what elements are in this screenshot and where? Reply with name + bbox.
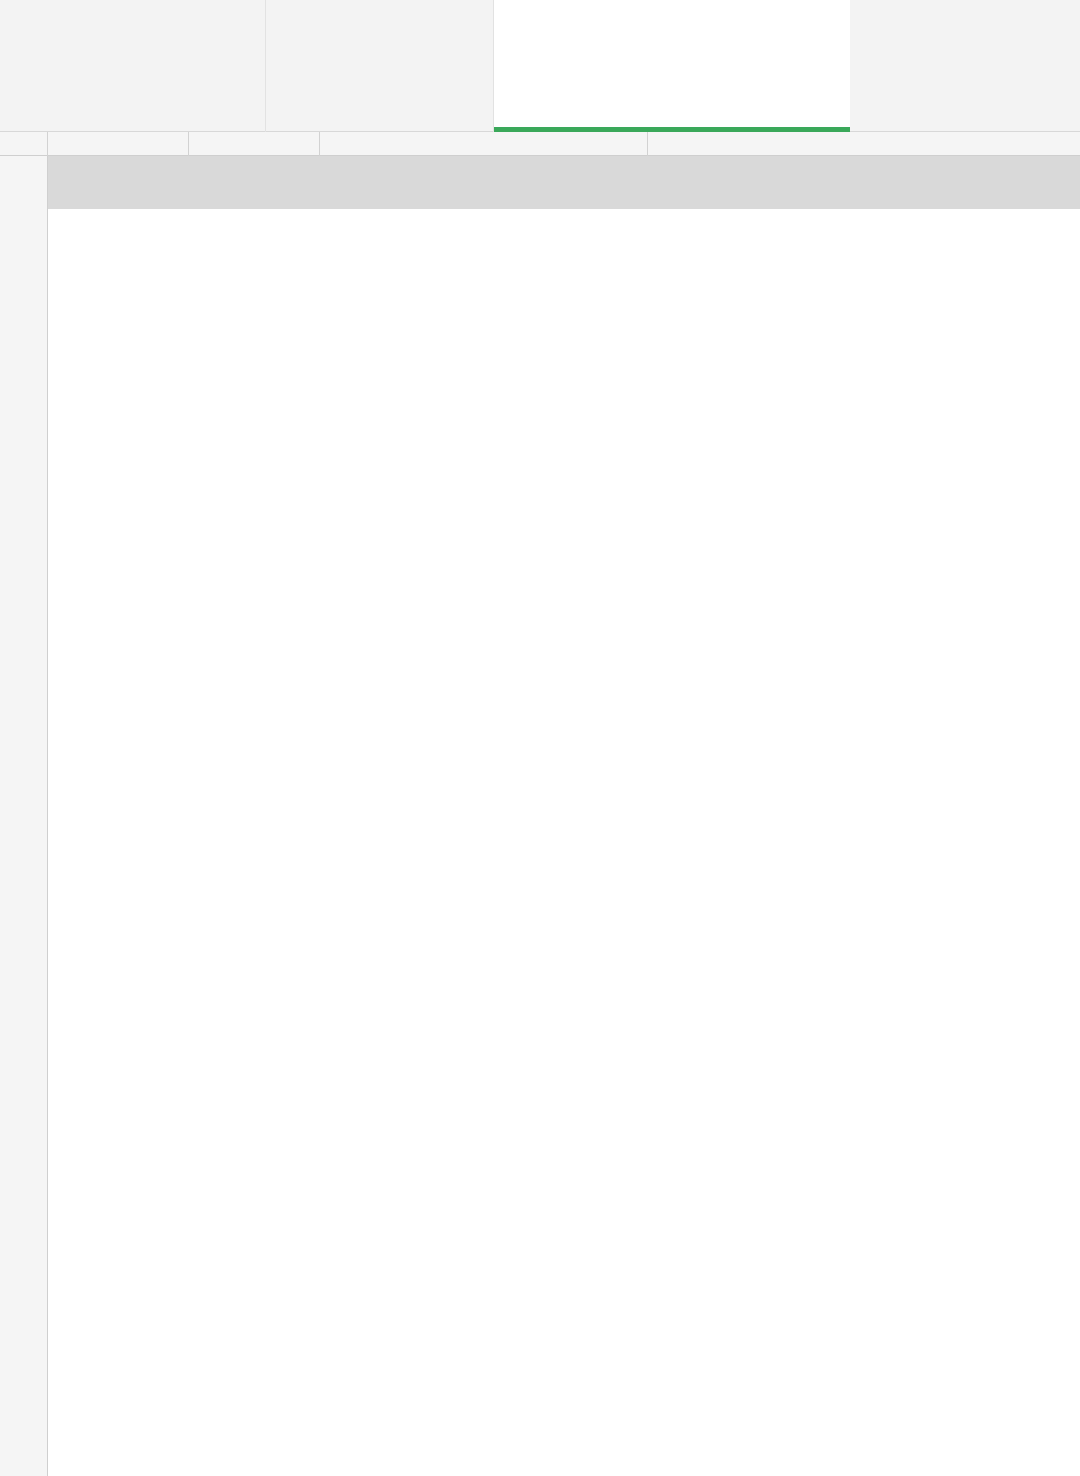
tab-review[interactable] [266,0,494,132]
row-header-column [0,156,48,1476]
column-header-bar [0,132,1080,156]
column-header-c[interactable] [320,132,648,156]
tab-promotion-process[interactable] [494,0,850,132]
tab-product-listing[interactable] [0,0,266,132]
title-row [48,156,1080,209]
sheet-tab-bar [0,0,1080,132]
column-header-d[interactable] [648,132,1080,156]
column-header-b[interactable] [189,132,320,156]
select-all-corner[interactable] [0,132,48,156]
column-header-a[interactable] [48,132,189,156]
spreadsheet-grid [48,156,1080,1476]
